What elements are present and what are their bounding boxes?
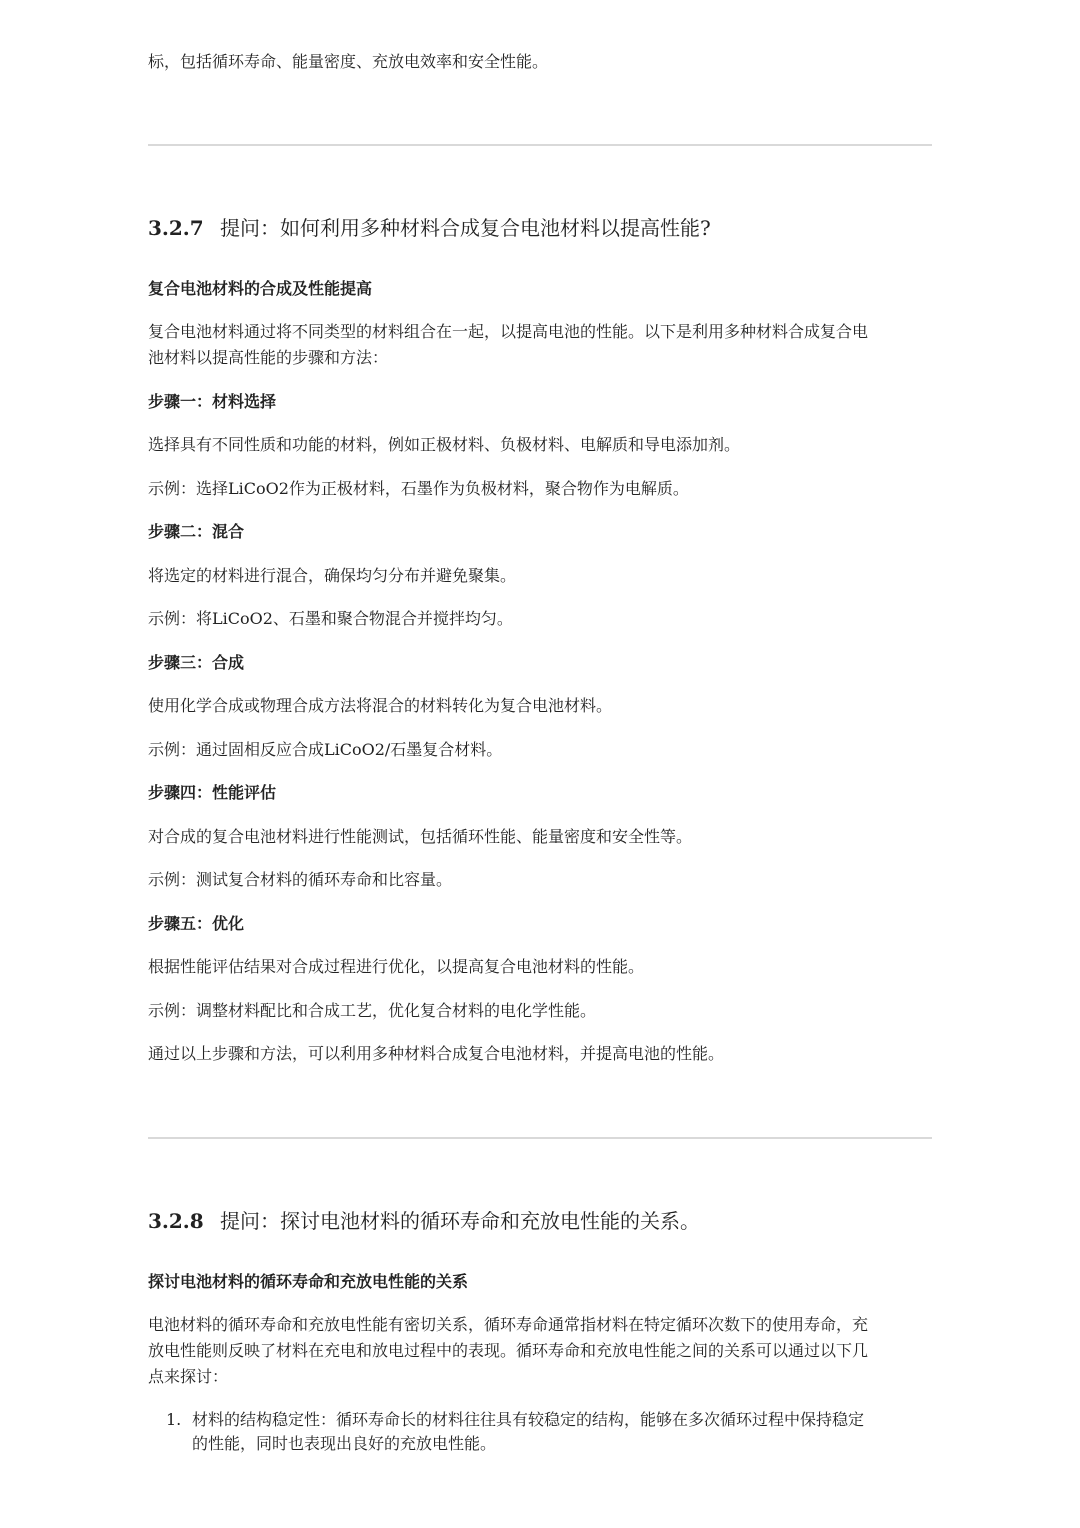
step-example: 示例：通过固相反应合成LiCoO2/石墨复合材料。 xyxy=(148,740,503,759)
step-heading: 步骤四：性能评估 xyxy=(148,783,277,802)
section-divider xyxy=(148,144,932,146)
step-heading: 步骤一：材料选择 xyxy=(148,392,277,411)
list-item-text: 的性能，同时也表现出良好的充放电性能。 xyxy=(192,1434,497,1453)
step-text: 选择具有不同性质和功能的材料，例如正极材料、负极材料、电解质和导电添加剂。 xyxy=(148,435,741,454)
section-heading-3-2-8 xyxy=(148,1207,700,1235)
step-heading: 步骤五：优化 xyxy=(148,914,245,933)
section-number: 3.2.7 xyxy=(148,216,204,240)
list-item-text: 材料的结构稳定性：循环寿命长的材料往往具有较稳定的结构，能够在多次循环过程中保持稳定 xyxy=(192,1410,865,1429)
section-title: 提问：如何利用多种材料合成复合电池材料以提高性能? xyxy=(220,216,711,240)
intro-paragraph-line: 复合电池材料通过将不同类型的材料组合在一起，以提高电池的性能。以下是利用多种材料合成复合电 xyxy=(148,322,869,341)
list-item-marker: 1. xyxy=(166,1410,182,1429)
intro-paragraph-line: 电池材料的循环寿命和充放电性能有密切关系，循环寿命通常指材料在特定循环次数下的使用寿命，充 xyxy=(148,1315,869,1334)
intro-paragraph-line: 池材料以提高性能的步骤和方法： xyxy=(148,348,389,367)
subheading: 复合电池材料的合成及性能提高 xyxy=(148,279,373,298)
subheading: 探讨电池材料的循环寿命和充放电性能的关系 xyxy=(148,1272,469,1291)
step-heading: 步骤三：合成 xyxy=(148,653,245,672)
top-fragment-text: 标，包括循环寿命、能量密度、充放电效率和安全性能。 xyxy=(148,52,549,71)
step-example: 示例：将LiCoO2、石墨和聚合物混合并搅拌均匀。 xyxy=(148,609,513,628)
intro-paragraph-line: 放电性能则反映了材料在充电和放电过程中的表现。循环寿命和充放电性能之间的关系可以通过以下几 xyxy=(148,1341,869,1360)
section-number: 3.2.8 xyxy=(148,1209,204,1233)
step-text: 对合成的复合电池材料进行性能测试，包括循环性能、能量密度和安全性等。 xyxy=(148,827,693,846)
conclusion-text: 通过以上步骤和方法，可以利用多种材料合成复合电池材料，并提高电池的性能。 xyxy=(148,1044,725,1063)
step-text: 将选定的材料进行混合，确保均匀分布并避免聚集。 xyxy=(148,566,517,585)
intro-paragraph-line: 点来探讨： xyxy=(148,1367,229,1386)
step-example: 示例：测试复合材料的循环寿命和比容量。 xyxy=(148,870,453,889)
section-divider xyxy=(148,1137,932,1139)
document-page xyxy=(148,0,934,1528)
step-text: 使用化学合成或物理合成方法将混合的材料转化为复合电池材料。 xyxy=(148,696,613,715)
step-heading: 步骤二：混合 xyxy=(148,522,245,541)
step-text: 根据性能评估结果对合成过程进行优化，以提高复合电池材料的性能。 xyxy=(148,957,645,976)
step-example: 示例：调整材料配比和合成工艺，优化复合材料的电化学性能。 xyxy=(148,1001,597,1020)
section-title: 提问：探讨电池材料的循环寿命和充放电性能的关系。 xyxy=(220,1209,700,1233)
section-heading-3-2-7 xyxy=(148,214,711,242)
step-example: 示例：选择LiCoO2作为正极材料，石墨作为负极材料，聚合物作为电解质。 xyxy=(148,479,689,498)
